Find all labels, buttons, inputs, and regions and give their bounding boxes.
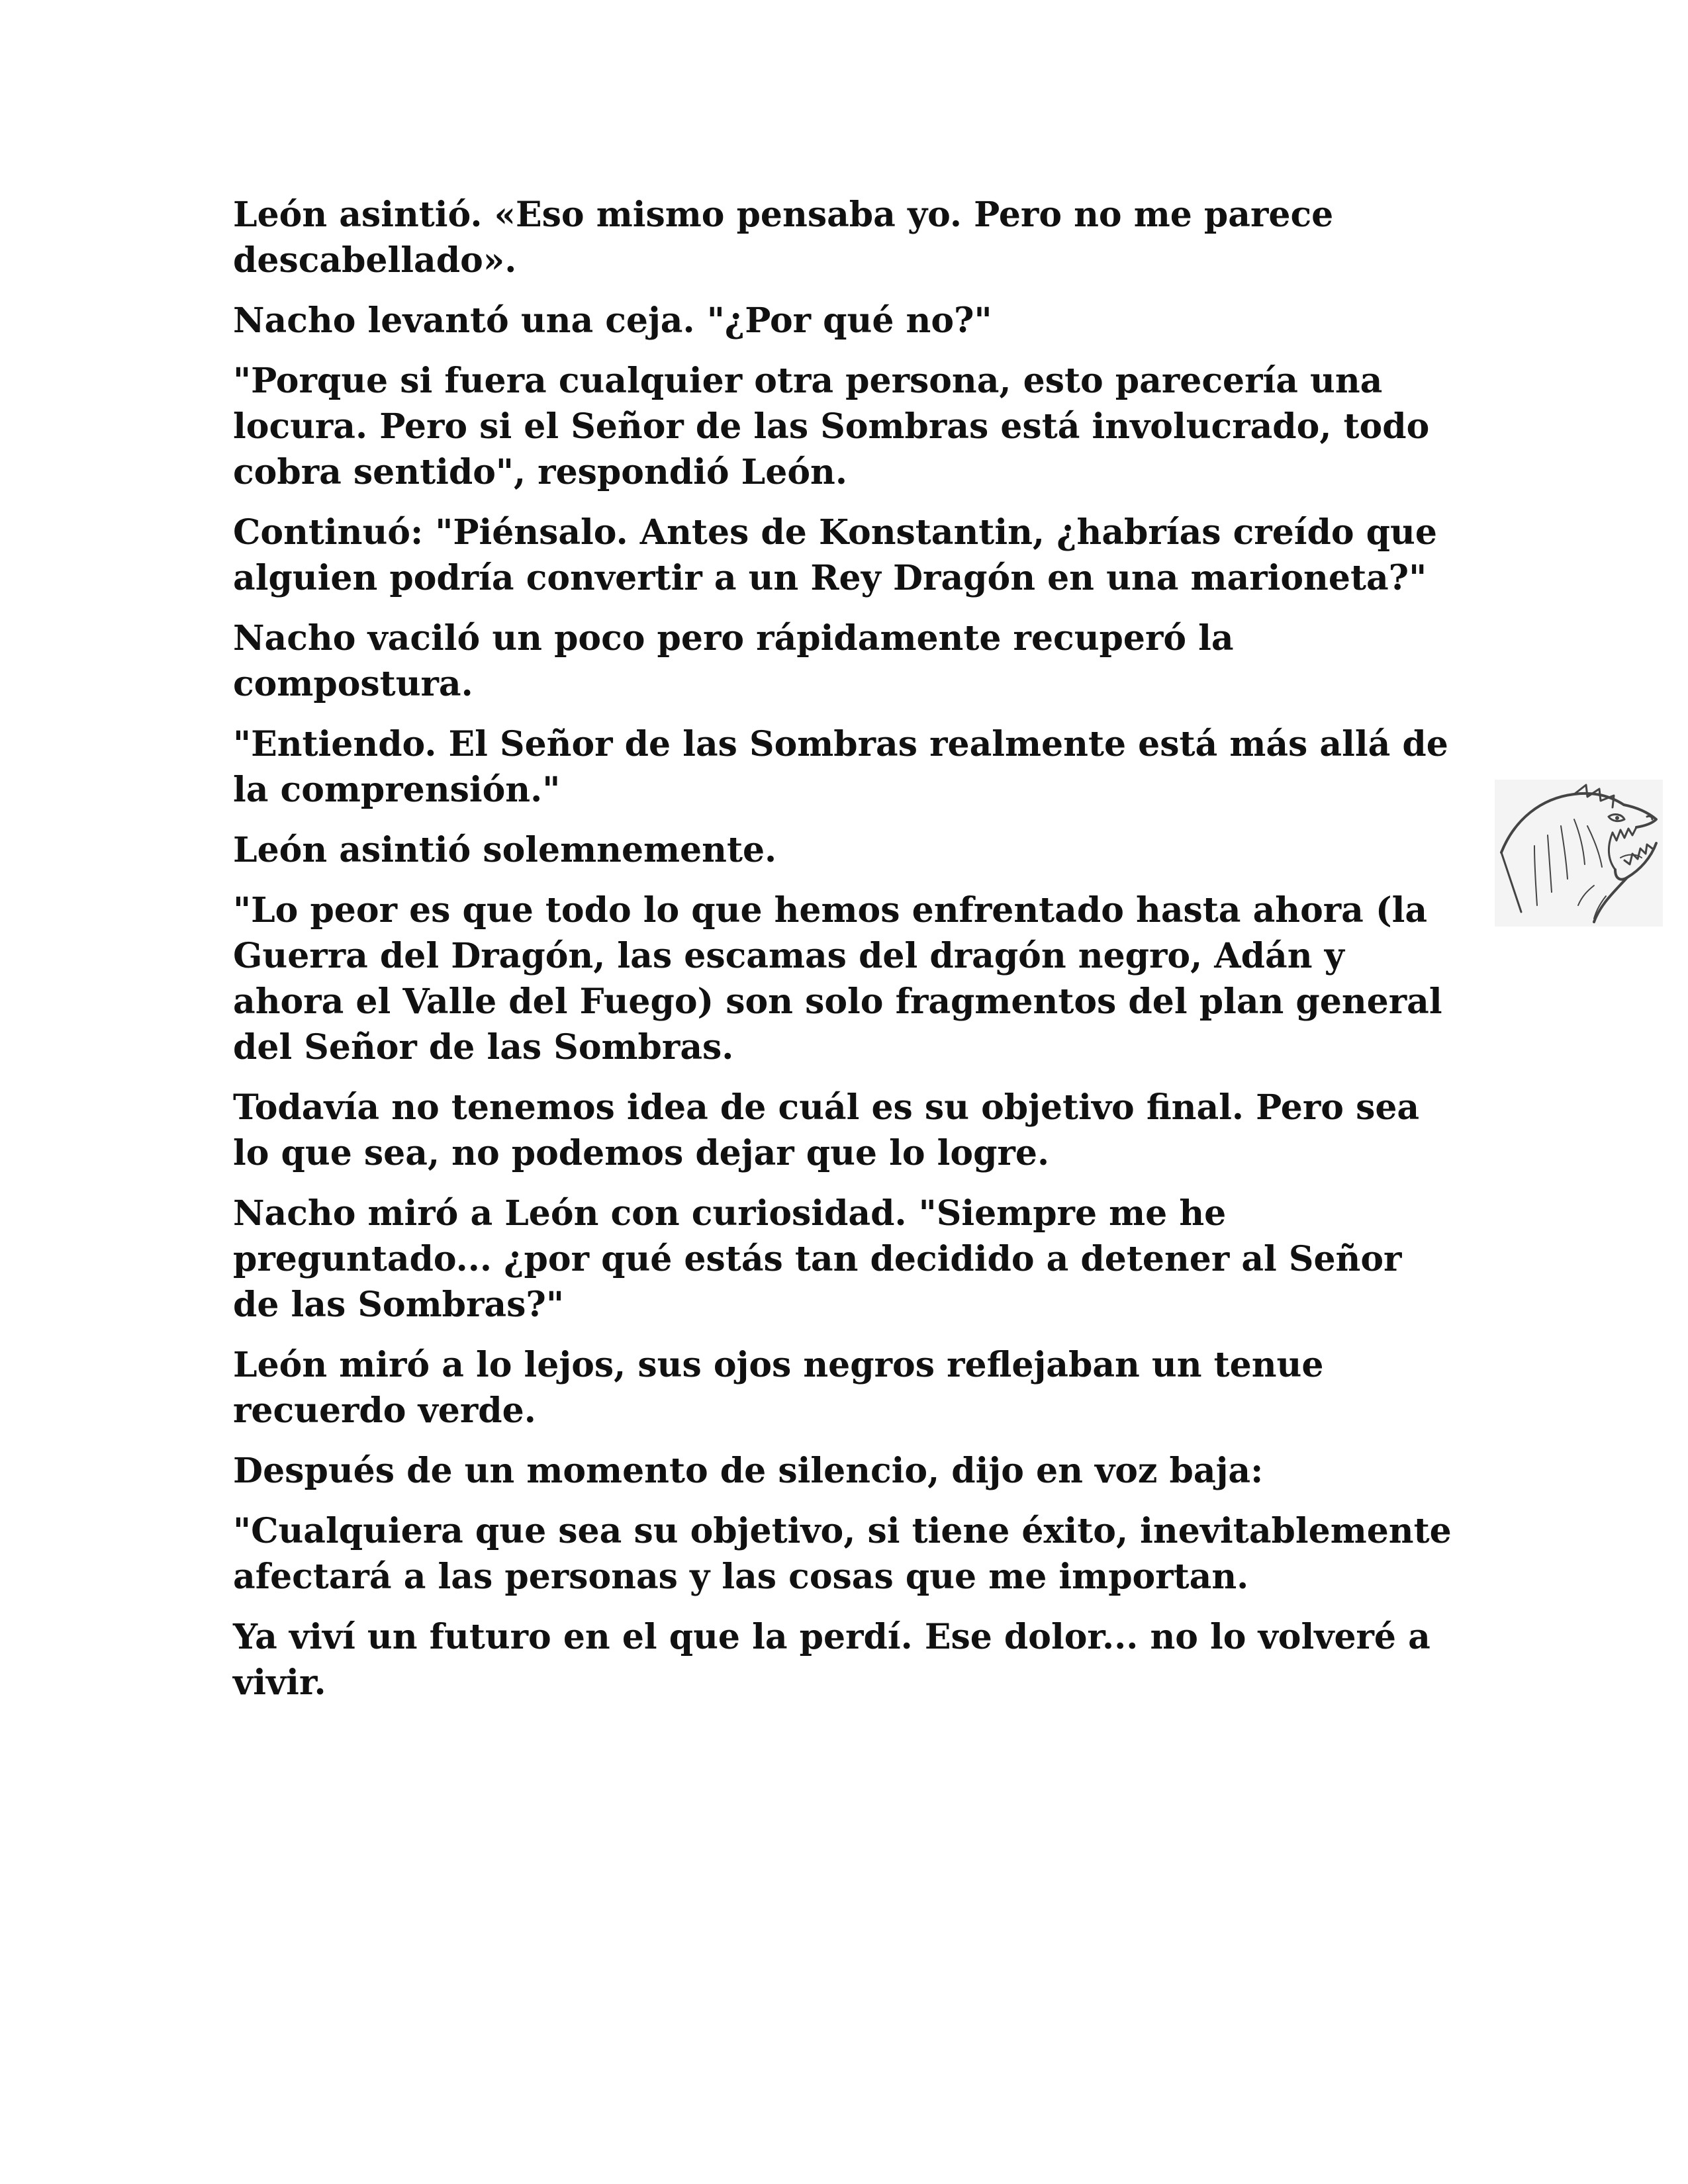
paragraph-8: "Lo peor es que todo lo que hemos enfrentado hasta ahora (la Guerra del Dragón, las escamas del dragón negro, Adán y ahora el Valle del Fuego) son solo fragmentos del plan general del Señor de las Sombras. bbox=[233, 890, 1442, 1068]
dragon-head-icon bbox=[1495, 780, 1663, 927]
paragraph-13: "Cualquiera que sea su objetivo, si tiene éxito, inevitablemente afectará a las personas y las cosas que me importan. bbox=[233, 1511, 1452, 1597]
paragraph-10: Nacho miró a León con curiosidad. "Siempre me he preguntado... ¿por qué estás tan decidido a detener al Señor de las Sombras?" bbox=[233, 1193, 1402, 1325]
paragraph-12: Después de un momento de silencio, dijo en voz baja: bbox=[233, 1451, 1264, 1491]
paragraph-6: "Entiendo. El Señor de las Sombras realmente está más allá de la comprensión." bbox=[233, 724, 1448, 810]
paragraph-1: León asintió. «Eso mismo pensaba yo. Pero no me parece descabellado». bbox=[233, 195, 1334, 281]
paragraph-4: Continuó: "Piénsalo. Antes de Konstantin, ¿habrías creído que alguien podría convertir a un Rey Dragón en una marioneta?" bbox=[233, 512, 1437, 598]
paragraph-3: "Porque si fuera cualquier otra persona, esto parecería una locura. Pero si el Señor de las Sombras está involucrado, todo cobra sentido", respondió León. bbox=[233, 361, 1430, 492]
paragraph-11: León miró a lo lejos, sus ojos negros reflejaban un tenue recuerdo verde. bbox=[233, 1345, 1324, 1431]
paragraph-9: Todavía no tenemos idea de cuál es su objetivo final. Pero sea lo que sea, no podemos dejar que lo logre. bbox=[233, 1087, 1420, 1173]
paragraph-14: Ya viví un futuro en el que la perdí. Ese dolor... no lo volveré a vivir. bbox=[233, 1617, 1430, 1703]
paragraph-5: Nacho vaciló un poco pero rápidamente recuperó la compostura. bbox=[233, 618, 1234, 704]
document-body bbox=[233, 192, 1458, 1720]
paragraph-2: Nacho levantó una ceja. "¿Por qué no?" bbox=[233, 300, 992, 341]
paragraph-7: León asintió solemnemente. bbox=[233, 830, 777, 870]
